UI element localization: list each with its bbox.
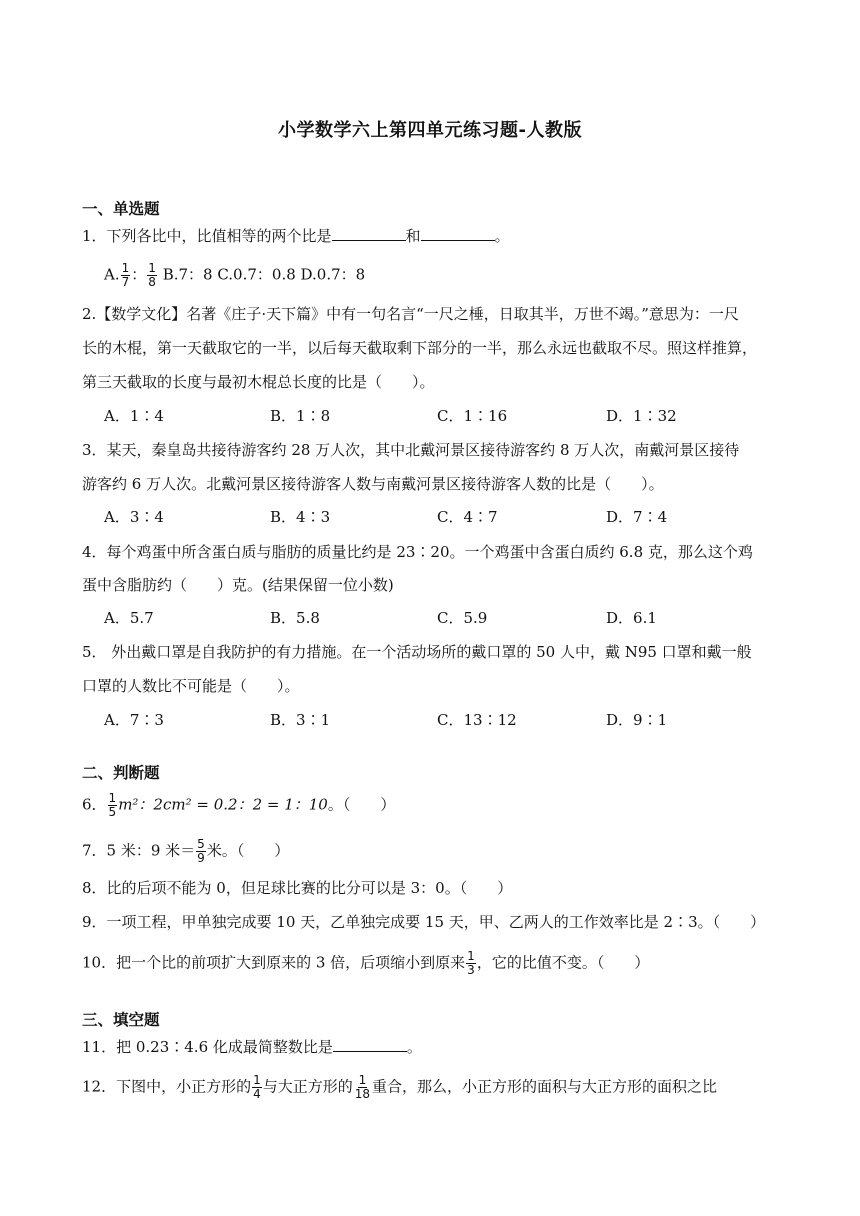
question-6	[82, 792, 782, 819]
question-5-line-1: 5． 外出戴口罩是自我防护的有力措施。在一个活动场所的戴口罩的 50 人中，戴 N95 口罩和戴一般	[82, 643, 752, 661]
q11-text-b: 。	[406, 1038, 422, 1056]
question-3-line-2: 游客约 6 万人次。北戴河景区接待游客人数与南戴河景区接待游客人数的比是（ ）。	[82, 475, 664, 493]
section-heading-fill-in: 三、填空题	[82, 1011, 160, 1029]
denominator: 8	[148, 275, 156, 289]
fraction	[108, 792, 118, 819]
q1-option-a-label: A.	[104, 265, 120, 284]
q12-text-b: 与大正方形的	[262, 1077, 353, 1096]
question-7	[82, 838, 782, 865]
numerator: 1	[108, 791, 117, 805]
q11-text-a: 11．把 0.23∶4.6 化成最简整数比是	[82, 1038, 333, 1056]
q3-option-b[interactable]: B．4∶3	[270, 508, 331, 526]
numerator: 5	[197, 837, 205, 851]
q4-option-c[interactable]: C．5.9	[437, 609, 488, 627]
q7-text-a: 7．5 米：9 米＝	[82, 841, 196, 860]
question-1-options	[104, 262, 804, 289]
q3-option-d[interactable]: D．7∶4	[606, 508, 668, 526]
q2-option-c[interactable]: C．1∶16	[437, 407, 508, 425]
q1-text-b: 和	[405, 227, 421, 245]
q2-option-a[interactable]: A．1∶4	[104, 407, 164, 425]
denominator: 5	[108, 805, 117, 819]
denominator: 7	[121, 275, 130, 289]
question-1-stem	[82, 226, 782, 246]
numerator: 1	[148, 261, 156, 275]
fraction	[196, 838, 206, 865]
question-4-line-1: 4．每个鸡蛋中所含蛋白质与脂肪的质量比约是 23∶20。一个鸡蛋中含蛋白质约 6.8 克，那么这个鸡	[82, 543, 753, 561]
q1-options-rest: B.7：8 C.0.7：0.8 D.0.7：8	[162, 265, 366, 284]
question-12	[82, 1074, 782, 1101]
q2-option-b[interactable]: B．1∶8	[270, 407, 331, 425]
q12-text-c: 重合，那么，小正方形的面积与大正方形的面积之比	[372, 1077, 718, 1096]
denominator: 4	[253, 1087, 261, 1101]
q10-text-b: ，它的比值不变。（ ）	[476, 953, 650, 972]
fraction	[354, 1074, 371, 1101]
denominator: 18	[354, 1087, 371, 1101]
question-11	[82, 1037, 782, 1057]
question-2-line-1: 2.【数学文化】名著《庄子·天下篇》中有一句名言“一尺之棰，日取其半，万世不竭。”意思为：一尺	[82, 305, 739, 323]
q6-expression: m²：2cm² = 0.2：2 = 1：10	[118, 795, 328, 814]
question-3-line-1: 3．某天，秦皇岛共接待游客约 28 万人次，其中北戴河景区接待游客约 8 万人次，南戴河景区接待	[82, 441, 740, 459]
q4-option-b[interactable]: B．5.8	[270, 609, 320, 627]
question-4-line-2: 蛋中含脂肪约（ ）克。(结果保留一位小数)	[82, 576, 394, 594]
q10-text-a: 10．把一个比的前项扩大到原来的 3 倍，后项缩小到原来	[82, 953, 466, 972]
q1-text-c: 。	[494, 227, 510, 245]
q2-option-d[interactable]: D．1∶32	[606, 407, 677, 425]
q4-option-d[interactable]: D．6.1	[606, 609, 657, 627]
section-heading-true-false: 二、判断题	[82, 764, 160, 782]
q5-option-a[interactable]: A．7∶3	[104, 711, 164, 729]
page-title: 小学数学六上第四单元练习题-人教版	[278, 120, 582, 141]
section-heading-single-choice: 一、单选题	[82, 200, 160, 218]
denominator: 3	[467, 963, 475, 977]
q5-option-b[interactable]: B．3∶1	[270, 711, 331, 729]
numerator: 1	[121, 261, 130, 275]
q12-text-a: 12．下图中，小正方形的	[82, 1077, 252, 1096]
numerator: 1	[253, 1073, 261, 1087]
fraction	[252, 1074, 262, 1101]
q7-text-b: 米。（ ）	[206, 841, 290, 860]
answer-blank[interactable]	[332, 226, 406, 241]
numerator: 1	[358, 1073, 367, 1087]
q5-option-d[interactable]: D．9∶1	[606, 711, 668, 729]
q5-option-c[interactable]: C．13∶12	[437, 711, 517, 729]
answer-blank[interactable]	[333, 1037, 407, 1052]
question-9: 9．一项工程，甲单独完成要 10 天，乙单独完成要 15 天，甲、乙两人的工作效率比是 2∶3。（ ）	[82, 913, 766, 931]
numerator: 1	[467, 949, 475, 963]
fraction	[147, 262, 157, 289]
q6-number: 6．	[82, 795, 107, 814]
question-5-line-2: 口罩的人数比不可能是（ ）。	[82, 677, 300, 695]
q4-option-a[interactable]: A．5.7	[104, 609, 154, 627]
q1-text-a: 1．下列各比中，比值相等的两个比是	[82, 227, 332, 245]
ratio-sep: ：	[131, 265, 147, 284]
fraction	[121, 262, 131, 289]
question-8: 8．比的后项不能为 0，但足球比赛的比分可以是 3：0。（ ）	[82, 879, 513, 897]
q3-option-c[interactable]: C．4∶7	[437, 508, 498, 526]
question-10	[82, 950, 782, 977]
answer-blank[interactable]	[421, 226, 495, 241]
fraction	[466, 950, 476, 977]
question-2-line-2: 长的木棍，第一天截取它的一半，以后每天截取剩下部分的一半，那么永远也截取不尽。照这样推算，	[82, 339, 758, 357]
q3-option-a[interactable]: A．3∶4	[104, 508, 164, 526]
question-2-line-3: 第三天截取的长度与最初木棍总长度的比是（ ）。	[82, 373, 435, 391]
denominator: 9	[197, 851, 205, 865]
q6-tail: 。（ ）	[327, 795, 396, 814]
